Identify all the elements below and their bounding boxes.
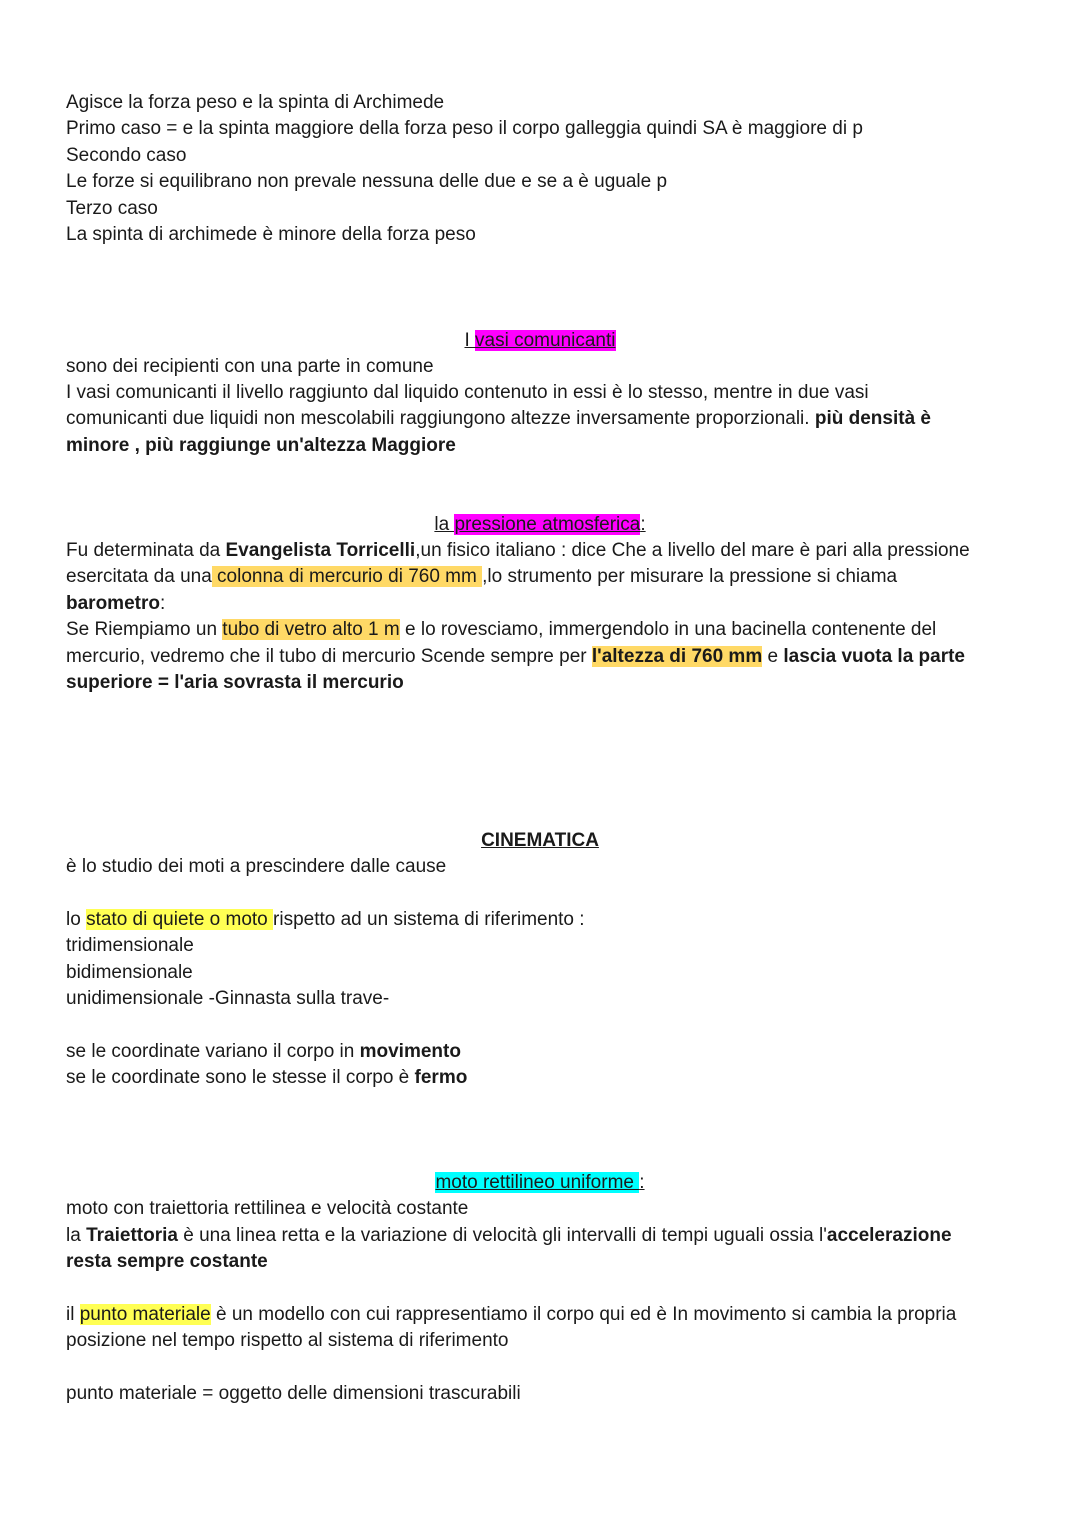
text-line: comunicanti due liquidi non mescolabili raggiungono altezze inversamente proporzionali. più densità è	[66, 408, 931, 429]
text-line: unidimensionale -Ginnasta sulla trave-	[66, 988, 390, 1009]
section-title-moto: moto rettilineo uniforme :	[435, 1172, 645, 1193]
text-line: se le coordinate sono le stesse il corpo è fermo	[66, 1067, 468, 1088]
text-line: tridimensionale	[66, 935, 194, 956]
text-line: bidimensionale	[66, 962, 193, 983]
text-line: se le coordinate variano il corpo in movimento	[66, 1041, 461, 1062]
text-line: punto materiale = oggetto delle dimensioni trascurabili	[66, 1383, 521, 1404]
text-line: è lo studio dei moti a prescindere dalle cause	[66, 856, 447, 877]
text-line: sono dei recipienti con una parte in comune	[66, 356, 434, 377]
text-line: La spinta di archimede è minore della forza peso	[66, 224, 476, 245]
text-line: Agisce la forza peso e la spinta di Archimede	[66, 92, 445, 113]
text-line: posizione nel tempo rispetto al sistema di riferimento	[66, 1330, 509, 1351]
text-line: mercurio, vedremo che il tubo di mercurio Scende sempre per l'altezza di 760 mm e lascia vuota la parte	[66, 646, 966, 667]
text-line: barometro:	[66, 593, 166, 614]
section-title-cinematica: CINEMATICA	[481, 830, 599, 851]
section-title-pressione: la pressione atmosferica:	[434, 514, 646, 535]
text-line: la Traiettoria è una linea retta e la variazione di velocità gli intervalli di tempi uguali ossia l'accelerazione	[66, 1225, 952, 1246]
text-line: esercitata da una colonna di mercurio di 760 mm ,lo strumento per misurare la pressione si chiama	[66, 566, 898, 587]
text-line: Fu determinata da Evangelista Torricelli,un fisico italiano : dice Che a livello del mare è pari alla pressione	[66, 540, 970, 561]
text-line: Le forze si equilibrano non prevale nessuna delle due e se a è uguale p	[66, 171, 668, 192]
text-line: il punto materiale è un modello con cui rappresentiamo il corpo qui ed è In movimento si cambia la propria	[66, 1304, 957, 1325]
text-line: Terzo caso	[66, 198, 158, 219]
text-line: minore , più raggiunge un'altezza Maggiore	[66, 435, 456, 456]
text-line: superiore = l'aria sovrasta il mercurio	[66, 672, 404, 693]
text-line: lo stato di quiete o moto rispetto ad un sistema di riferimento :	[66, 909, 585, 930]
section-title-vasi: I vasi comunicanti	[464, 330, 616, 351]
text-line: moto con traiettoria rettilinea e velocità costante	[66, 1198, 469, 1219]
text-line: Primo caso = e la spinta maggiore della forza peso il corpo galleggia quindi SA è maggiore di p	[66, 118, 863, 139]
text-line: resta sempre costante	[66, 1251, 268, 1272]
text-line: Secondo caso	[66, 145, 187, 166]
text-line: Se Riempiamo un tubo di vetro alto 1 m e lo rovesciamo, immergendolo in una bacinella contenente del	[66, 619, 937, 640]
text-line: I vasi comunicanti il livello raggiunto dal liquido contenuto in essi è lo stesso, mentre in due vasi	[66, 382, 869, 403]
